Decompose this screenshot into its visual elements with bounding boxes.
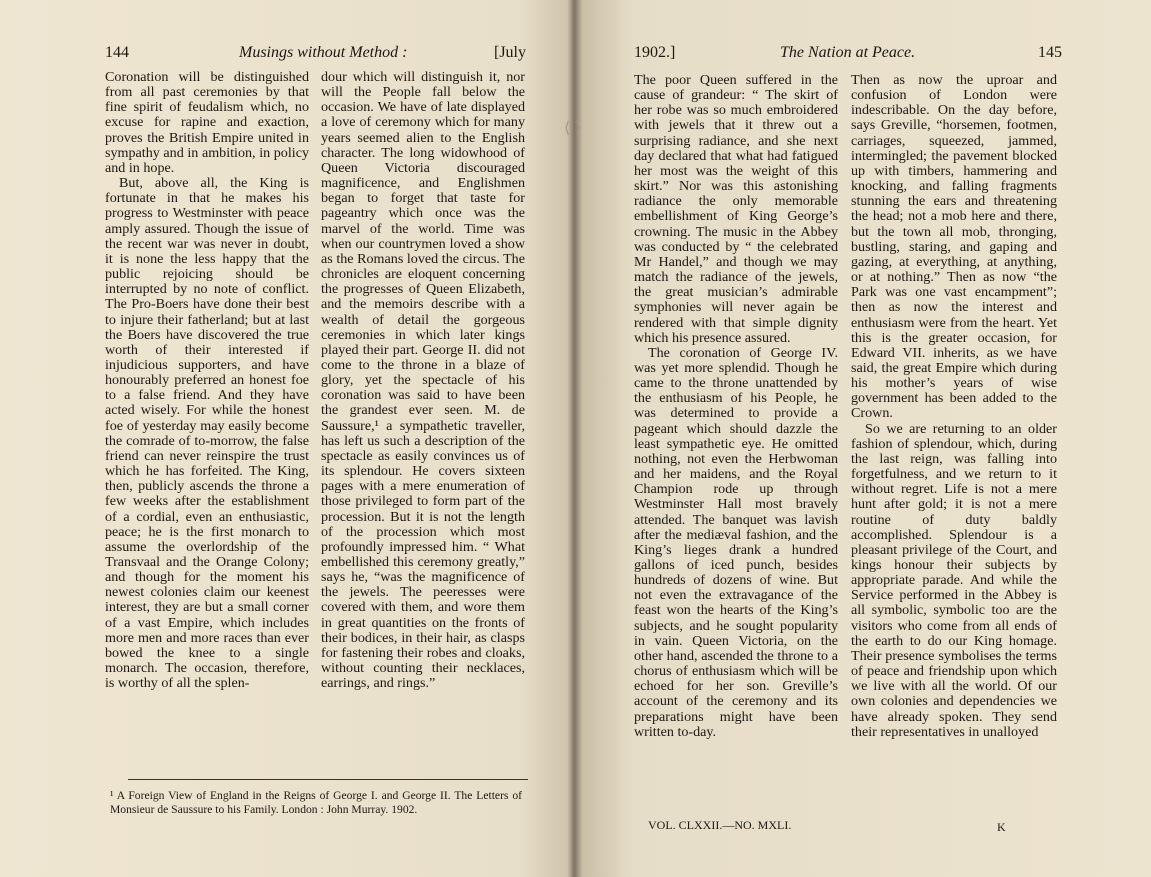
left-running-head [105,44,530,66]
left-page [0,0,572,877]
footnote: ¹ A Foreign View of England in the Reigns of George I. and George II. The Letters of Monsieur de Saussure to his Family. London : John Murray. 1902. [110,789,522,816]
right-column-2 [851,73,1057,740]
footnote-rule [128,779,528,780]
paragraph: Then as now the uproar and confusion of London were indescribable. On the day before, says Greville, “horsemen, footmen, carriages, squeezed, jammed, intermingled; the pavement blocked up with timbers, hammering and knocking, and falling fragments stunning the ears and threatening the head; not a mob here and there, but the town all mob, thronging, bustling, staring, and gaping and gazing, at everything, at anything, or at nothing.” Then as now “the Park was one vast encampment”; then as now the interest and enthusiasm were from the heart. Yet this is the greater occasion, for Edward VII. inherits, as we have said, the great Empire which during his mother’s years of wise government has been added to the Crown. [851,72,1057,422]
running-title-left: Musings without Method : [239,44,408,61]
running-year: 1902.] [634,44,676,61]
paragraph: So we are returning to an older fashion of splendour, which, during the last reign, was falling into forgetfulness, and we return to it without regret. Life is not a mere hunt after gold; it is not a mere routine of duty baldly accomplished. Splendour is a pleasant privilege of the Court, and kings honour their subjects by appropriate parade. And while the Service performed in the Abbey is all symbolic, symbolic too are the visitors who come from all ends of the earth to do our King homage. Their presence symbolises the terms of peace and friendship upon which we live with all the world. Of our own colonies and dependencies we have already spoken. They send their representatives in unalloyed [851,420,1057,740]
paragraph: But, above all, the King is fortunate in that he makes his progress to Westminster with peace amply assured. Though the issue of the recent war was never in doubt, it is none the less happy that the public rejoicing should be interrupted by no note of conflict. The Pro-Boers have done their best to injure their fatherland; but at last the Boers have discovered the true worth of their interested if injudicious supporters, and have honourably preferred an honest foe to a false friend. And they have acted wisely. For while the honest foe of yesterday may easily become the comrade of to-morrow, the false friend can never reinspire the trust which he has forfeited. The King, then, publicly ascends the throne a few weeks after the establishment of a cordial, even an enthusiastic, peace; he is the first monarch to assume the overlordship of the Transvaal and the Orange Colony; and though for the moment his newest colonies claim our keenest interest, they are but a small corner of a vast Empire, which includes more men and more races than ever bowed the knee to a single monarch. The occasion, therefore, is worthy of all the splen- [105,175,309,692]
page-number-145: 145 [1038,44,1062,61]
gutter-ornament: ⟨ ⟩ [564,118,582,137]
paragraph: The poor Queen suffered in the cause of grandeur: “ The skirt of her robe was so much embroidered with jewels that it threw out a surprising radiance, and she next day declared that what had fatigued her most was the weight of this skirt.” Nor was this astonishing radiance the only memorable embellishment of King George’s crowning. The music in the Abbey was conducted by “ the celebrated Mr Handel,” and though we may match the radiance of the jewels, the great musician’s admirable symphonies will never again be rendered with that simple dignity which his presence assured. [634,72,838,346]
paragraph: Coronation will be distinguished from all past ceremonies by that fine spirit of feudalism which, no excuse for rapine and exaction, proves the British Empire united in sympathy and in ambition, in policy and in hope. [105,69,309,176]
paragraph: dour which will distinguish it, nor will the People fall below the occasion. We have of late displayed a love of ceremony which for many years seemed alien to the English character. The long widowhood of Queen Victoria discouraged magnificence, and Englishmen began to forget that taste for pageantry which once was the marvel of the world. Time was when our countrymen loved a show as the Romans loved the circus. The chronicles are eloquent concerning the progresses of Queen Elizabeth, and the memoirs describe with a wealth of detail the gorgeous ceremonies in which later kings played their part. George II. did not come to the throne in a blaze of glory, yet the spectacle of his coronation was said to have been the grandest ever seen. M. de Saussure,¹ a sympathetic traveller, has left us such a description of the spectacle as easily convinces us of its splendour. He covers sixteen pages with a mere enumeration of those privileged to form part of the procession. But it is not the length of the procession which most profoundly impressed him. “ What embellished this ceremony greatly,” says he, “was the magnificence of the jewels. The peeresses were covered with them, and wore them in great quantities on the fronts of their bodices, in their hair, as clasps for fastening their robes and cloaks, without counting their necklaces, earrings, and rings.” [321,69,525,692]
paragraph: The coronation of George IV. was yet more splendid. Though he came to the throne unattended by the enthusiasm of his People, he was determined to provide a pageant which should dazzle the least sympathetic eye. He omitted nothing, not even the Herbwoman and her maidens, and the Royal Champion rode up through Westminster Hall most bravely attended. The banquet was lavish after the mediæval fashion, and the King’s lieges drank a hundred gallons of iced punch, besides hundreds of dozens of wine. But not even the extravagance of the feast won the hearts of the King’s subjects, and he sought popularity in vain. Queen Victoria, on the other hand, ascended the throne to a chorus of enthusiasm which will be echoed for her son. Greville’s account of the ceremony and its preparations might have been written to-day. [634,344,838,740]
running-month: [July [494,44,526,61]
running-title-right: The Nation at Peace. [780,44,916,61]
left-column-2 [321,70,525,691]
right-page [564,0,1151,877]
right-running-head [634,44,1066,66]
right-column-1 [634,73,838,740]
left-column-1 [105,70,309,691]
signature-volume: VOL. CLXXII.—NO. MXLI. [648,818,792,832]
page-number-144: 144 [105,44,129,61]
signature-mark: K [997,820,1006,834]
